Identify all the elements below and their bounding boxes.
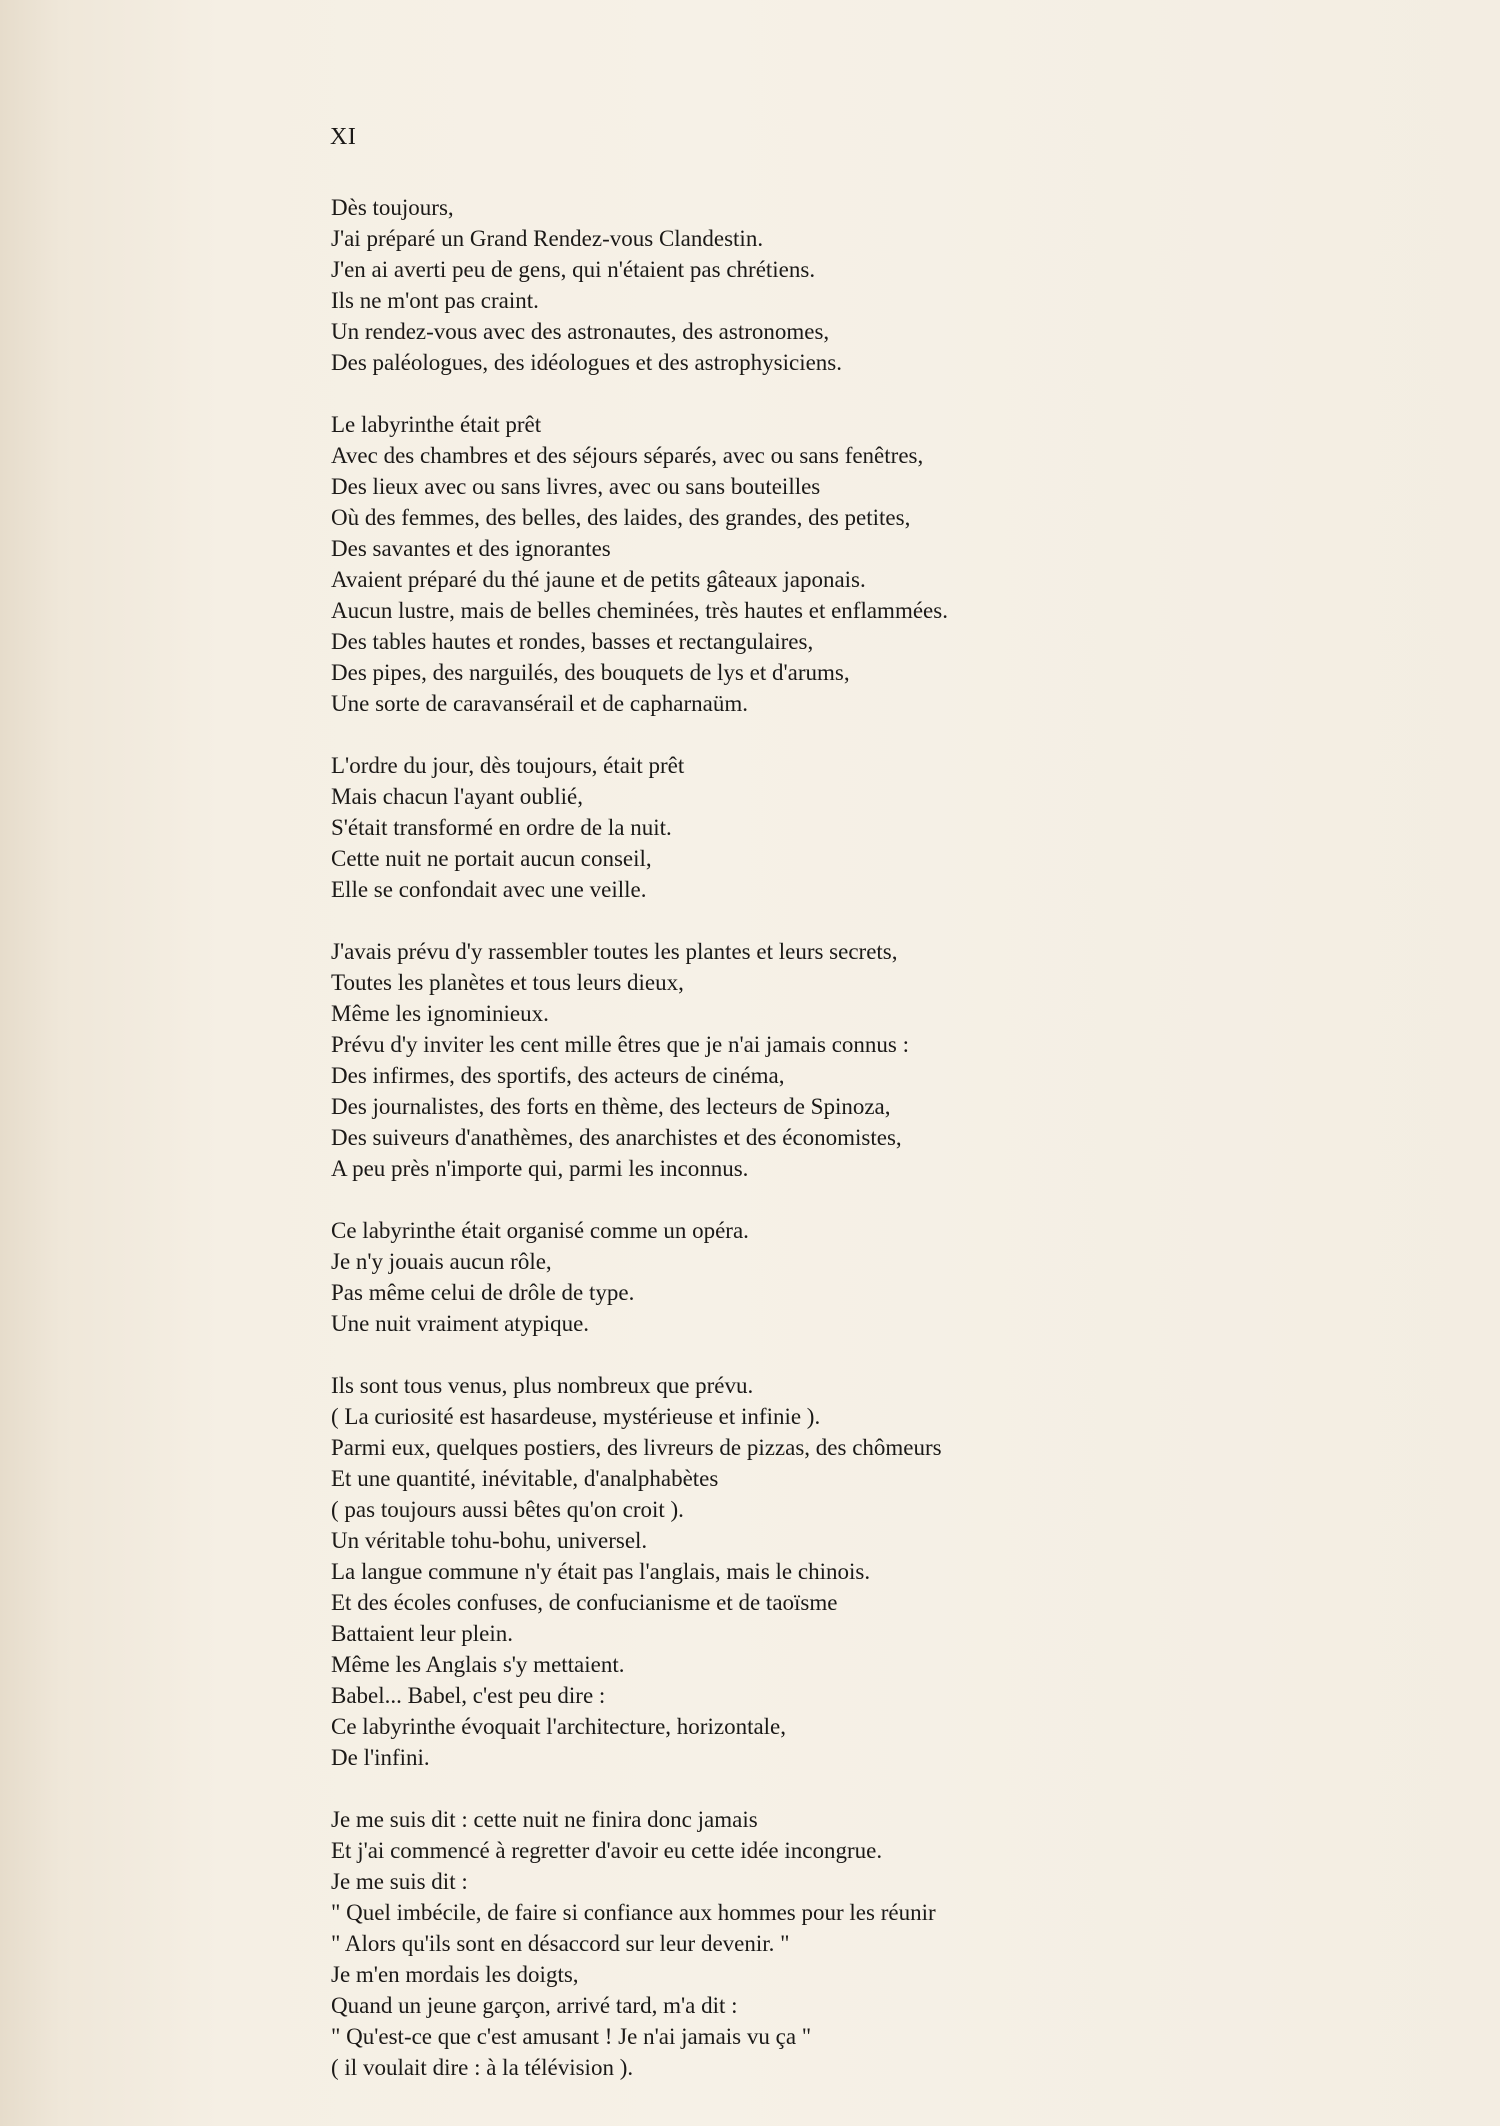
poem-line: Même les ignominieux.	[331, 1001, 549, 1026]
poem-line: Aucun lustre, mais de belles cheminées, très hautes et enflammées.	[331, 598, 948, 623]
stanza-gap	[331, 1339, 1431, 1370]
poem-line: Un véritable tohu-bohu, universel.	[331, 1528, 648, 1553]
poem-line: Elle se confondait avec une veille.	[331, 877, 647, 902]
stanza	[331, 1215, 1431, 1339]
poem-line: Dès toujours,	[331, 195, 454, 220]
stanza	[331, 1804, 1431, 2083]
stanza	[331, 192, 1431, 378]
poem-line: Des journalistes, des forts en thème, des lecteurs de Spinoza,	[331, 1094, 891, 1119]
poem-line: Des savantes et des ignorantes	[331, 536, 611, 561]
stanza-gap	[331, 378, 1431, 409]
section-heading: XI	[330, 124, 357, 150]
poem-line: Avec des chambres et des séjours séparés, avec ou sans fenêtres,	[331, 443, 924, 468]
poem-line: L'ordre du jour, dès toujours, était prêt	[331, 753, 685, 778]
poem-line: " Alors qu'ils sont en désaccord sur leur devenir. "	[331, 1931, 790, 1956]
stanza	[331, 409, 1431, 719]
poem-line: Des suiveurs d'anathèmes, des anarchistes et des économistes,	[331, 1125, 902, 1150]
poem-line: Babel... Babel, c'est peu dire :	[331, 1683, 606, 1708]
poem-line: ( pas toujours aussi bêtes qu'on croit ).	[331, 1497, 684, 1522]
poem-line: Des paléologues, des idéologues et des astrophysiciens.	[331, 350, 842, 375]
poem-line: Ils ne m'ont pas craint.	[331, 288, 539, 313]
poem-line: Je m'en mordais les doigts,	[331, 1962, 579, 1987]
stanza	[331, 750, 1431, 905]
poem-line: Quand un jeune garçon, arrivé tard, m'a dit :	[331, 1993, 738, 2018]
poem-line: Des pipes, des narguilés, des bouquets de lys et d'arums,	[331, 660, 850, 685]
stanza	[331, 936, 1431, 1184]
poem-body	[331, 192, 1431, 2083]
poem-line: J'ai préparé un Grand Rendez-vous Clandestin.	[331, 226, 764, 251]
poem-line: Pas même celui de drôle de type.	[331, 1280, 635, 1305]
poem-line: Une sorte de caravansérail et de capharnaüm.	[331, 691, 748, 716]
poem-line: Cette nuit ne portait aucun conseil,	[331, 846, 652, 871]
poem-line: Je n'y jouais aucun rôle,	[331, 1249, 552, 1274]
poem-line: Et une quantité, inévitable, d'analphabètes	[331, 1466, 719, 1491]
poem-line: Ils sont tous venus, plus nombreux que prévu.	[331, 1373, 754, 1398]
poem-line: " Qu'est-ce que c'est amusant ! Je n'ai jamais vu ça "	[331, 2024, 812, 2049]
poem-line: S'était transformé en ordre de la nuit.	[331, 815, 672, 840]
poem-line: Et j'ai commencé à regretter d'avoir eu cette idée incongrue.	[331, 1838, 883, 1863]
stanza-gap	[331, 1773, 1431, 1804]
poem-line: Je me suis dit :	[331, 1869, 468, 1894]
poem-line: A peu près n'importe qui, parmi les inconnus.	[331, 1156, 749, 1181]
poem-line: Ce labyrinthe était organisé comme un opéra.	[331, 1218, 749, 1243]
poem-line: ( La curiosité est hasardeuse, mystérieuse et infinie ).	[331, 1404, 821, 1429]
poem-line: Un rendez-vous avec des astronautes, des astronomes,	[331, 319, 830, 344]
poem-line: Parmi eux, quelques postiers, des livreurs de pizzas, des chômeurs	[331, 1435, 942, 1460]
poem-line: Même les Anglais s'y mettaient.	[331, 1652, 625, 1677]
poem-line: Et des écoles confuses, de confucianisme et de taoïsme	[331, 1590, 838, 1615]
poem-line: Battaient leur plein.	[331, 1621, 514, 1646]
poem-line: La langue commune n'y était pas l'anglais, mais le chinois.	[331, 1559, 871, 1584]
poem-line: Avaient préparé du thé jaune et de petits gâteaux japonais.	[331, 567, 866, 592]
poem-line: Ce labyrinthe évoquait l'architecture, horizontale,	[331, 1714, 787, 1739]
poem-line: Toutes les planètes et tous leurs dieux,	[331, 970, 684, 995]
poem-line: J'en ai averti peu de gens, qui n'étaient pas chrétiens.	[331, 257, 816, 282]
poem-line: Une nuit vraiment atypique.	[331, 1311, 590, 1336]
stanza-gap	[331, 1184, 1431, 1215]
poem-line: De l'infini.	[331, 1745, 430, 1770]
stanza-gap	[331, 905, 1431, 936]
poem-line: Des infirmes, des sportifs, des acteurs de cinéma,	[331, 1063, 785, 1088]
stanza	[331, 1370, 1431, 1773]
poem-line: ( il voulait dire : à la télévision ).	[331, 2055, 634, 2080]
poem-line: " Quel imbécile, de faire si confiance aux hommes pour les réunir	[331, 1900, 936, 1925]
stanza-gap	[331, 719, 1431, 750]
poem-line: Des tables hautes et rondes, basses et rectangulaires,	[331, 629, 814, 654]
poem-line: Où des femmes, des belles, des laides, des grandes, des petites,	[331, 505, 911, 530]
poem-line: Prévu d'y inviter les cent mille êtres que je n'ai jamais connus :	[331, 1032, 910, 1057]
poem-line: Mais chacun l'ayant oublié,	[331, 784, 583, 809]
poem-line: Je me suis dit : cette nuit ne finira donc jamais	[331, 1807, 758, 1832]
poem-line: Des lieux avec ou sans livres, avec ou sans bouteilles	[331, 474, 821, 499]
poem-line: Le labyrinthe était prêt	[331, 412, 542, 437]
poem-line: J'avais prévu d'y rassembler toutes les plantes et leurs secrets,	[331, 939, 898, 964]
